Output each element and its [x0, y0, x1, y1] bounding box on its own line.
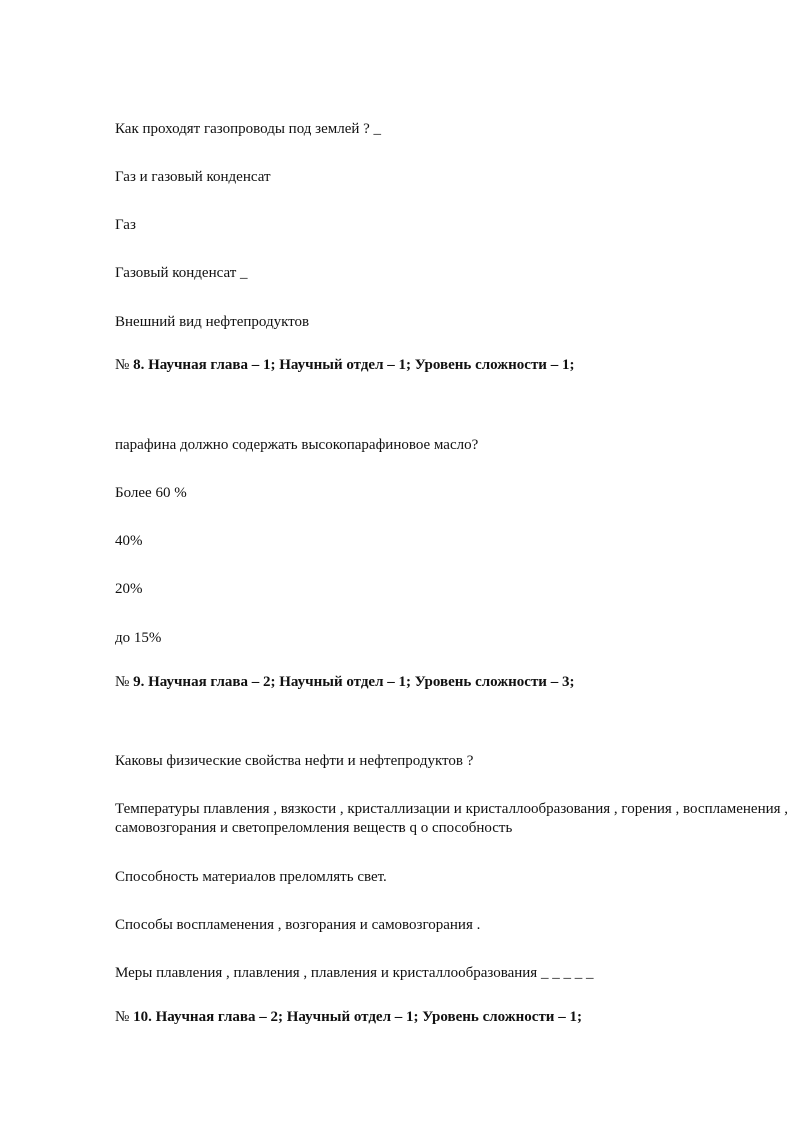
answer-option: 40% — [115, 533, 143, 549]
answer-option: Меры плавления , плавления , плавления и кристаллообразования _ _ _ _ _ — [115, 965, 594, 981]
answer-option-line-2: самовозгорания и светопреломления веществ q о способность — [115, 820, 513, 836]
answer-option: Способность материалов преломлять свет. — [115, 869, 387, 885]
answer-option: Газ — [115, 217, 136, 233]
heading-text: 10. Научная глава – 2; Научный отдел – 1; Уровень сложности – 1; — [133, 1009, 582, 1025]
question-heading-10 — [115, 1008, 582, 1027]
answer-option: Газ и газовый конденсат — [115, 169, 271, 185]
heading-number-sign: № — [115, 674, 134, 690]
answer-option-line-1: Температуры плавления , вязкости , кристаллизации и кристаллообразования , горения , воспламенения , — [115, 801, 789, 817]
answer-option: Более 60 % — [115, 485, 187, 501]
question-gas-pipelines: Как проходят газопроводы под землей ? _ — [115, 121, 382, 137]
answer-option: Способы воспламенения , возгорания и самовозгорания . — [115, 917, 481, 933]
answer-option: до 15% — [115, 630, 162, 646]
heading-number-sign: № — [115, 357, 134, 373]
heading-number-sign: № — [115, 1009, 134, 1025]
answer-option: Газовый конденсат _ — [115, 265, 248, 281]
question-paraffin: парафина должно содержать высокопарафиновое масло? — [115, 437, 479, 453]
answer-option: 20% — [115, 581, 143, 597]
question-heading-9 — [115, 673, 574, 692]
question-heading-8 — [115, 356, 574, 375]
answer-option: Внешний вид нефтепродуктов — [115, 314, 310, 330]
heading-text: 8. Научная глава – 1; Научный отдел – 1; Уровень сложности – 1; — [133, 357, 575, 373]
question-physical-properties: Каковы физические свойства нефти и нефтепродуктов ? — [115, 753, 474, 769]
heading-text: 9. Научная глава – 2; Научный отдел – 1; Уровень сложности – 3; — [133, 674, 575, 690]
